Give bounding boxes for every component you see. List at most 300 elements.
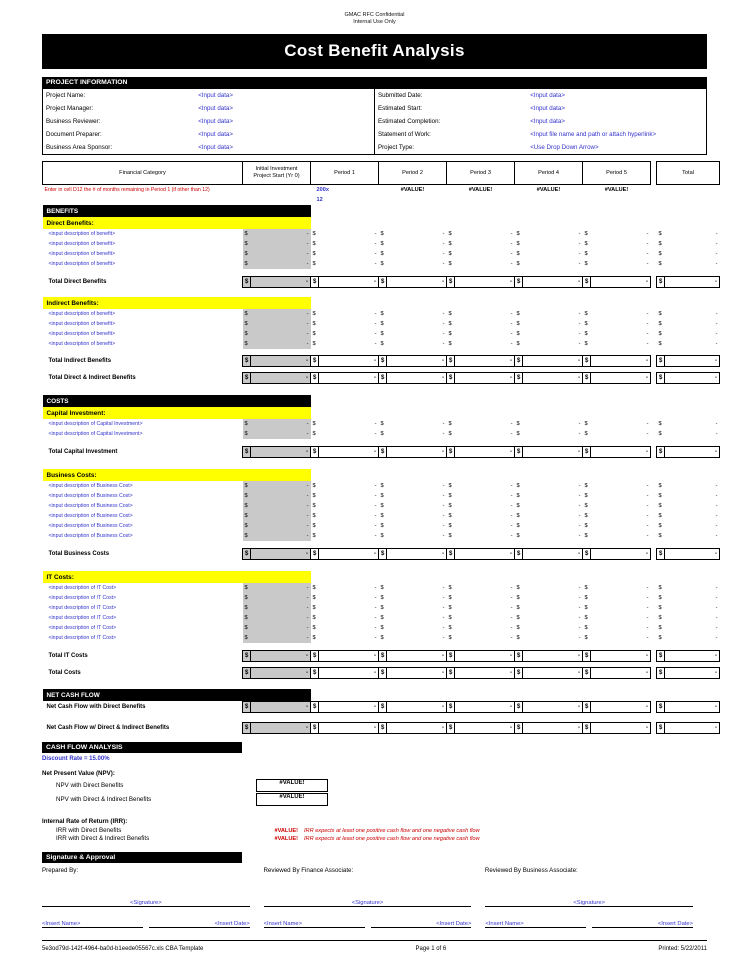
page-title: Cost Benefit Analysis: [42, 34, 707, 69]
amount-value[interactable]: -: [646, 321, 649, 327]
list-item[interactable]: [43, 603, 720, 613]
amount-symbol: $: [312, 311, 316, 317]
amount-value[interactable]: -: [510, 421, 513, 427]
list-item[interactable]: [43, 339, 720, 349]
amount-value[interactable]: -: [578, 241, 581, 247]
amount-value[interactable]: -: [510, 311, 513, 317]
amount-value[interactable]: -: [374, 533, 377, 539]
amount-value[interactable]: -: [578, 321, 581, 327]
amount-value[interactable]: -: [510, 331, 513, 337]
amount-value: -: [523, 702, 583, 713]
amount-value[interactable]: -: [510, 431, 513, 437]
amount-value: -: [251, 651, 311, 662]
net-cash-flow-direct-indirect-label: Net Cash Flow w/ Direct & Indirect Benefits: [46, 725, 170, 731]
amount-symbol: $: [658, 625, 662, 631]
col-period-2: Period 2: [379, 162, 447, 185]
amount-value[interactable]: -: [646, 523, 649, 529]
finance-name-line[interactable]: <Insert Name>: [264, 921, 365, 928]
amount-value[interactable]: -: [374, 635, 377, 641]
amount-symbol: $: [584, 513, 588, 519]
amount-symbol: $: [516, 605, 520, 611]
amount-value: -: [455, 723, 515, 734]
amount-value[interactable]: -: [442, 615, 445, 621]
amount-value: -: [523, 373, 583, 384]
amount-symbol: $: [311, 447, 319, 458]
amount-symbol: $: [380, 421, 384, 427]
amount-symbol: $: [243, 356, 251, 367]
amount-value[interactable]: -: [442, 331, 445, 337]
amount-value[interactable]: -: [374, 251, 377, 257]
amount-symbol: $: [448, 261, 452, 267]
amount-symbol: $: [243, 491, 251, 501]
amount-symbol: $: [515, 702, 523, 713]
list-item[interactable]: [43, 531, 720, 541]
amount-value: -: [715, 241, 718, 247]
amount-value[interactable]: -: [374, 493, 377, 499]
amount-symbol: $: [516, 261, 520, 267]
amount-value: -: [387, 651, 447, 662]
business-date-line[interactable]: <Insert Date>: [592, 921, 693, 928]
amount-symbol: $: [448, 231, 452, 237]
amount-value: -: [665, 668, 720, 679]
amount-value: -: [319, 373, 379, 384]
npv-direct-indirect-value: #VALUE!: [256, 793, 328, 806]
amount-symbol: $: [516, 483, 520, 489]
amount-value[interactable]: -: [578, 513, 581, 519]
business-desc-2[interactable]: <input description of Business Cost>: [48, 493, 133, 499]
amount-value[interactable]: -: [251, 613, 311, 623]
amount-value[interactable]: -: [374, 585, 377, 591]
amount-symbol: $: [584, 483, 588, 489]
document-preparer-value[interactable]: <Input data>: [198, 131, 233, 138]
amount-value[interactable]: -: [442, 503, 445, 509]
amount-value[interactable]: -: [646, 605, 649, 611]
list-item[interactable]: [43, 481, 720, 491]
list-item[interactable]: [43, 521, 720, 531]
amount-value[interactable]: -: [510, 523, 513, 529]
amount-symbol: $: [516, 421, 520, 427]
amount-symbol: $: [380, 533, 384, 539]
it-desc-6[interactable]: <input description of IT Cost>: [48, 635, 117, 641]
amount-symbol: $: [312, 241, 316, 247]
amount-value[interactable]: -: [374, 421, 377, 427]
amount-value[interactable]: -: [374, 595, 377, 601]
direct-benefit-desc-4[interactable]: <input description of benefit>: [48, 261, 116, 267]
period-instruction: Enter in cell D12 the # of months remaining in Period 1 (if other than 12): [44, 187, 210, 193]
amount-value[interactable]: -: [251, 491, 311, 501]
amount-value[interactable]: -: [578, 533, 581, 539]
it-desc-2[interactable]: <input description of IT Cost>: [48, 595, 117, 601]
amount-symbol: $: [584, 523, 588, 529]
amount-value[interactable]: -: [578, 605, 581, 611]
amount-value[interactable]: -: [442, 421, 445, 427]
business-area-sponsor-value[interactable]: <Input data>: [198, 144, 233, 151]
amount-value[interactable]: -: [251, 239, 311, 249]
finance-date-line[interactable]: <Insert Date>: [371, 921, 472, 928]
it-desc-4[interactable]: <input description of IT Cost>: [48, 615, 117, 621]
amount-value[interactable]: -: [251, 259, 311, 269]
amount-value[interactable]: -: [251, 501, 311, 511]
amount-value[interactable]: -: [646, 431, 649, 437]
amount-symbol: $: [243, 521, 251, 531]
amount-value[interactable]: -: [442, 635, 445, 641]
amount-symbol: $: [448, 341, 452, 347]
amount-value[interactable]: -: [510, 231, 513, 237]
list-item[interactable]: [43, 593, 720, 603]
amount-value[interactable]: -: [578, 493, 581, 499]
amount-value[interactable]: -: [374, 431, 377, 437]
estimated-start-value[interactable]: <Input data>: [530, 105, 565, 112]
list-item[interactable]: [43, 229, 720, 239]
amount-value[interactable]: -: [646, 483, 649, 489]
amount-value[interactable]: -: [374, 483, 377, 489]
amount-value[interactable]: -: [510, 483, 513, 489]
amount-value[interactable]: -: [251, 511, 311, 521]
amount-symbol: $: [658, 311, 662, 317]
amount-value[interactable]: -: [646, 533, 649, 539]
indirect-benefit-desc-1[interactable]: <input description of benefit>: [48, 311, 116, 317]
prepared-signature-line[interactable]: <Signature>: [42, 900, 250, 907]
amount-symbol: $: [657, 277, 665, 288]
finance-signature-line[interactable]: <Signature>: [264, 900, 472, 907]
amount-value[interactable]: -: [442, 585, 445, 591]
amount-value[interactable]: -: [646, 493, 649, 499]
direct-benefits-row: [43, 217, 720, 229]
amount-symbol: $: [515, 549, 523, 560]
confidential-line-1: GMAC RFC Confidential: [344, 12, 405, 18]
amount-value[interactable]: -: [578, 311, 581, 317]
statement-of-work-value[interactable]: <Input file name and path or attach hyperlink>: [530, 131, 657, 138]
capital-desc-2[interactable]: <input description of Capital Investment>: [48, 431, 143, 437]
amount-value[interactable]: -: [646, 635, 649, 641]
amount-symbol: $: [657, 723, 665, 734]
amount-value[interactable]: -: [578, 635, 581, 641]
year-label: 200x: [316, 187, 329, 193]
amount-value: -: [715, 261, 718, 267]
amount-value[interactable]: -: [510, 321, 513, 327]
col-period-5: Period 5: [583, 162, 651, 185]
amount-value[interactable]: -: [251, 309, 311, 319]
amount-value[interactable]: -: [251, 329, 311, 339]
amount-symbol: $: [584, 533, 588, 539]
amount-symbol: $: [311, 373, 319, 384]
amount-value[interactable]: -: [442, 493, 445, 499]
amount-value[interactable]: -: [442, 605, 445, 611]
estimated-completion-value[interactable]: <Input data>: [530, 118, 565, 125]
amount-value[interactable]: -: [251, 339, 311, 349]
amount-value[interactable]: -: [442, 341, 445, 347]
amount-value[interactable]: -: [646, 513, 649, 519]
amount-value[interactable]: -: [578, 523, 581, 529]
amount-value[interactable]: -: [510, 605, 513, 611]
amount-value[interactable]: -: [374, 341, 377, 347]
project-name-value[interactable]: <Input data>: [198, 92, 233, 99]
amount-value[interactable]: -: [578, 261, 581, 267]
table-row: [43, 128, 707, 141]
amount-value: -: [251, 447, 311, 458]
amount-value: -: [251, 373, 311, 384]
amount-value[interactable]: -: [510, 341, 513, 347]
amount-value[interactable]: -: [578, 503, 581, 509]
amount-value: -: [591, 447, 651, 458]
amount-symbol: $: [380, 523, 384, 529]
amount-symbol: $: [311, 702, 319, 713]
business-desc-3[interactable]: <input description of Business Cost>: [48, 503, 133, 509]
footer-page-number: Page 1 of 6: [415, 946, 447, 952]
amount-value: -: [591, 651, 651, 662]
amount-value[interactable]: -: [374, 321, 377, 327]
amount-symbol: $: [584, 503, 588, 509]
indirect-benefit-desc-3[interactable]: <input description of benefit>: [48, 331, 116, 337]
direct-benefit-desc-2[interactable]: <input description of benefit>: [48, 241, 116, 247]
amount-value[interactable]: -: [578, 585, 581, 591]
amount-value[interactable]: -: [510, 251, 513, 257]
amount-value[interactable]: -: [442, 311, 445, 317]
amount-value[interactable]: -: [251, 531, 311, 541]
amount-value[interactable]: -: [442, 513, 445, 519]
amount-value[interactable]: -: [374, 261, 377, 267]
amount-value[interactable]: -: [646, 503, 649, 509]
amount-value[interactable]: -: [510, 261, 513, 267]
amount-symbol: $: [447, 651, 455, 662]
list-item[interactable]: [43, 309, 720, 319]
amount-value: -: [715, 595, 718, 601]
amount-value[interactable]: -: [510, 585, 513, 591]
list-item[interactable]: [43, 633, 720, 643]
amount-value[interactable]: -: [442, 231, 445, 237]
amount-value[interactable]: -: [251, 583, 311, 593]
col-initial-investment-line1: Initial Investment: [255, 166, 298, 172]
amount-value: -: [319, 549, 379, 560]
amount-value[interactable]: -: [374, 231, 377, 237]
project-type-value[interactable]: <Use Drop Down Arrow>: [530, 144, 599, 151]
amount-symbol: $: [658, 503, 662, 509]
amount-symbol: $: [243, 623, 251, 633]
amount-value: -: [387, 549, 447, 560]
direct-benefit-desc-3[interactable]: <input description of benefit>: [48, 251, 116, 257]
amount-symbol: $: [584, 635, 588, 641]
indirect-benefit-desc-2[interactable]: <input description of benefit>: [48, 321, 116, 327]
business-costs-header: Business Costs:: [43, 469, 311, 481]
prepared-name-line[interactable]: <Insert Name>: [42, 921, 143, 928]
list-item[interactable]: [43, 511, 720, 521]
amount-symbol: $: [312, 533, 316, 539]
amount-symbol: $: [583, 723, 591, 734]
project-information-table: [42, 88, 707, 155]
business-desc-5[interactable]: <input description of Business Cost>: [48, 523, 133, 529]
amount-value[interactable]: -: [578, 331, 581, 337]
amount-value[interactable]: -: [646, 615, 649, 621]
amount-value[interactable]: -: [251, 633, 311, 643]
amount-value[interactable]: -: [442, 261, 445, 267]
amount-value[interactable]: -: [646, 625, 649, 631]
net-cash-flow-direct-label: Net Cash Flow with Direct Benefits: [46, 704, 146, 710]
amount-symbol: $: [448, 635, 452, 641]
amount-value[interactable]: -: [646, 251, 649, 257]
amount-value[interactable]: -: [646, 231, 649, 237]
amount-value[interactable]: -: [646, 421, 649, 427]
amount-value: -: [387, 702, 447, 713]
amount-value[interactable]: -: [251, 603, 311, 613]
list-item[interactable]: [43, 259, 720, 269]
total-business-costs-row: [43, 549, 720, 560]
amount-value[interactable]: -: [442, 523, 445, 529]
amount-symbol: $: [658, 321, 662, 327]
business-name-line[interactable]: <Insert Name>: [485, 921, 586, 928]
amount-value[interactable]: -: [251, 229, 311, 239]
amount-value[interactable]: -: [578, 431, 581, 437]
list-item[interactable]: [43, 239, 720, 249]
amount-symbol: $: [312, 585, 316, 591]
amount-symbol: $: [380, 615, 384, 621]
it-desc-3[interactable]: <input description of IT Cost>: [48, 605, 117, 611]
amount-value[interactable]: -: [251, 623, 311, 633]
submitted-date-value[interactable]: <Input data>: [530, 92, 565, 99]
amount-symbol: $: [312, 331, 316, 337]
amount-symbol: $: [516, 523, 520, 529]
amount-symbol: $: [243, 429, 251, 439]
amount-symbol: $: [448, 615, 452, 621]
months-remaining-value[interactable]: 12: [316, 197, 323, 203]
grid-header-row: [43, 162, 720, 185]
business-desc-1[interactable]: <input description of Business Cost>: [48, 483, 133, 489]
amount-value[interactable]: -: [442, 321, 445, 327]
total-direct-benefits-label: Total Direct Benefits: [48, 279, 107, 285]
amount-value[interactable]: -: [442, 251, 445, 257]
amount-value[interactable]: -: [510, 595, 513, 601]
amount-symbol: $: [657, 447, 665, 458]
amount-value[interactable]: -: [374, 311, 377, 317]
indirect-benefit-desc-4[interactable]: <input description of benefit>: [48, 341, 116, 347]
amount-value[interactable]: -: [510, 513, 513, 519]
amount-value: -: [523, 723, 583, 734]
amount-value[interactable]: -: [374, 605, 377, 611]
amount-value: -: [715, 483, 718, 489]
amount-value[interactable]: -: [510, 493, 513, 499]
costs-section-row: [43, 395, 720, 407]
amount-value[interactable]: -: [251, 481, 311, 491]
amount-symbol: $: [311, 356, 319, 367]
list-item[interactable]: [43, 623, 720, 633]
amount-value[interactable]: -: [442, 595, 445, 601]
amount-symbol: $: [448, 331, 452, 337]
list-item[interactable]: [43, 419, 720, 429]
amount-symbol: $: [658, 585, 662, 591]
amount-value[interactable]: -: [442, 483, 445, 489]
list-item[interactable]: [43, 429, 720, 439]
amount-value[interactable]: -: [510, 635, 513, 641]
list-item[interactable]: [43, 319, 720, 329]
amount-value[interactable]: -: [251, 593, 311, 603]
amount-symbol: $: [243, 531, 251, 541]
amount-value[interactable]: -: [374, 625, 377, 631]
list-item[interactable]: [43, 501, 720, 511]
amount-value[interactable]: -: [251, 419, 311, 429]
amount-value[interactable]: -: [646, 311, 649, 317]
amount-value[interactable]: -: [510, 533, 513, 539]
it-desc-5[interactable]: <input description of IT Cost>: [48, 625, 117, 631]
amount-value[interactable]: -: [646, 585, 649, 591]
amount-symbol: $: [312, 503, 316, 509]
amount-value: -: [715, 523, 718, 529]
amount-value[interactable]: -: [251, 319, 311, 329]
amount-value[interactable]: -: [374, 503, 377, 509]
amount-value[interactable]: -: [374, 331, 377, 337]
list-item[interactable]: [43, 613, 720, 623]
amount-value[interactable]: -: [442, 241, 445, 247]
table-row: [43, 141, 707, 155]
amount-symbol: $: [516, 321, 520, 327]
amount-value[interactable]: -: [510, 625, 513, 631]
amount-value[interactable]: -: [510, 615, 513, 621]
amount-value[interactable]: -: [442, 533, 445, 539]
amount-symbol: $: [447, 723, 455, 734]
amount-value[interactable]: -: [578, 251, 581, 257]
amount-symbol: $: [243, 249, 251, 259]
business-desc-6[interactable]: <input description of Business Cost>: [48, 533, 133, 539]
amount-value[interactable]: -: [374, 615, 377, 621]
amount-symbol: $: [380, 503, 384, 509]
amount-value[interactable]: -: [374, 513, 377, 519]
direct-benefit-desc-1[interactable]: <input description of benefit>: [48, 231, 116, 237]
amount-value[interactable]: -: [578, 595, 581, 601]
it-desc-1[interactable]: <input description of IT Cost>: [48, 585, 117, 591]
list-item[interactable]: [43, 583, 720, 593]
benefits-section-header: BENEFITS: [43, 205, 311, 217]
amount-value[interactable]: -: [646, 331, 649, 337]
prepared-date-line[interactable]: <Insert Date>: [149, 921, 250, 928]
amount-value[interactable]: -: [646, 341, 649, 347]
business-signature-line[interactable]: <Signature>: [485, 900, 693, 907]
amount-symbol: $: [379, 373, 387, 384]
amount-value: -: [251, 723, 311, 734]
amount-value[interactable]: -: [251, 521, 311, 531]
amount-value[interactable]: -: [646, 241, 649, 247]
amount-value[interactable]: -: [578, 421, 581, 427]
amount-value[interactable]: -: [510, 241, 513, 247]
footer-file-name: 5e3od79d-142f-4964-ba0d-b1eede05567c.xls CBA Template: [42, 946, 204, 952]
amount-value[interactable]: -: [442, 625, 445, 631]
amount-value[interactable]: -: [578, 231, 581, 237]
amount-value[interactable]: -: [578, 615, 581, 621]
amount-value[interactable]: -: [251, 429, 311, 439]
amount-symbol: $: [448, 523, 452, 529]
amount-value[interactable]: -: [578, 341, 581, 347]
amount-symbol: $: [584, 615, 588, 621]
irr-direct-indirect-value: #VALUE!: [274, 835, 298, 842]
npv-direct-indirect-label: NPV with Direct & Indirect Benefits: [56, 796, 152, 803]
amount-value[interactable]: -: [510, 503, 513, 509]
amount-value[interactable]: -: [251, 249, 311, 259]
amount-value[interactable]: -: [646, 261, 649, 267]
business-desc-4[interactable]: <input description of Business Cost>: [48, 513, 133, 519]
list-item[interactable]: [43, 329, 720, 339]
amount-symbol: $: [243, 239, 251, 249]
project-manager-value[interactable]: <Input data>: [198, 105, 233, 112]
list-item[interactable]: [43, 491, 720, 501]
capital-desc-1[interactable]: <input description of Capital Investment>: [48, 421, 143, 427]
amount-value[interactable]: -: [374, 241, 377, 247]
amount-value: -: [523, 549, 583, 560]
amount-symbol: $: [658, 483, 662, 489]
amount-value[interactable]: -: [578, 483, 581, 489]
list-item[interactable]: [43, 249, 720, 259]
amount-value[interactable]: -: [442, 431, 445, 437]
amount-value[interactable]: -: [374, 523, 377, 529]
amount-value[interactable]: -: [578, 625, 581, 631]
business-reviewer-value[interactable]: <Input data>: [198, 118, 233, 125]
amount-value[interactable]: -: [646, 595, 649, 601]
